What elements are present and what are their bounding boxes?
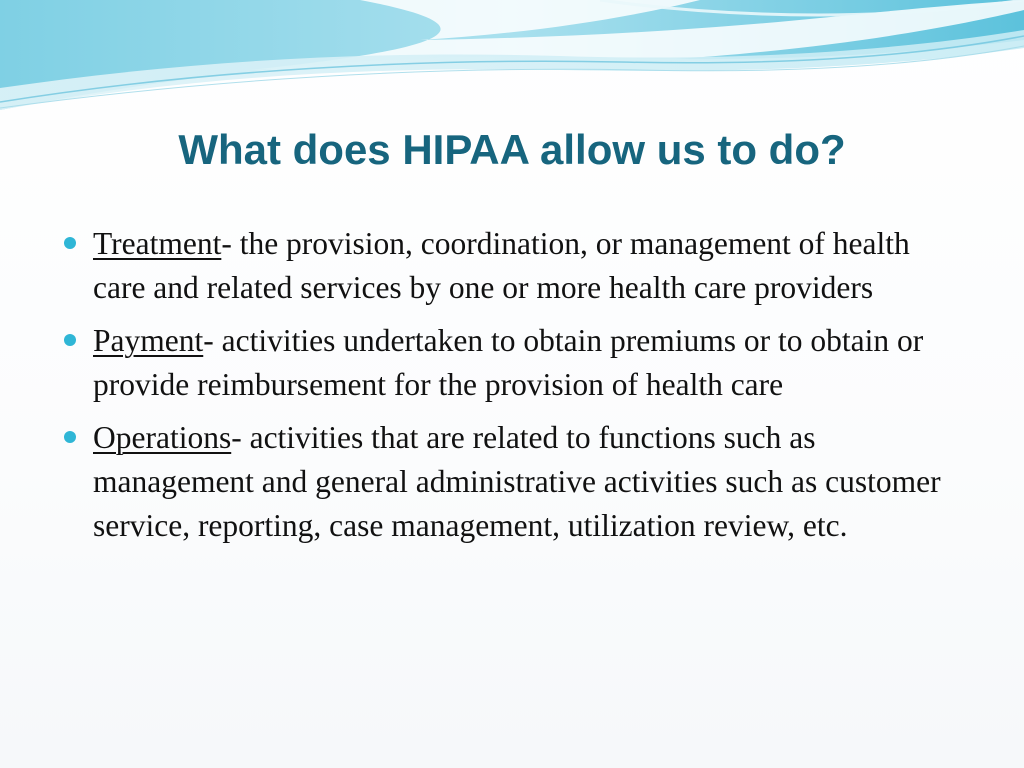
bullet-icon [64, 334, 76, 346]
bullet-text: - activities that are related to functions such as management and general administrative activities such as customer service, reporting, case management, utilization review, etc. [93, 420, 941, 543]
bullet-operations [60, 416, 970, 548]
bullet-treatment [60, 222, 970, 310]
bullet-list [60, 222, 970, 557]
bullet-icon [64, 237, 76, 249]
bullet-text: - activities undertaken to obtain premiums or to obtain or provide reimbursement for the provision of health care [93, 323, 924, 402]
bullet-text: - the provision, coordination, or management of health care and related services by one or more health care providers [93, 226, 910, 305]
header-wave-decoration [0, 0, 1024, 130]
bullet-term: Treatment [93, 226, 222, 261]
bullet-payment [60, 319, 970, 407]
slide-title: What does HIPAA allow us to do? [178, 126, 846, 173]
bullet-term: Payment [93, 323, 204, 358]
bullet-term: Operations [93, 420, 232, 455]
bullet-icon [64, 431, 76, 443]
